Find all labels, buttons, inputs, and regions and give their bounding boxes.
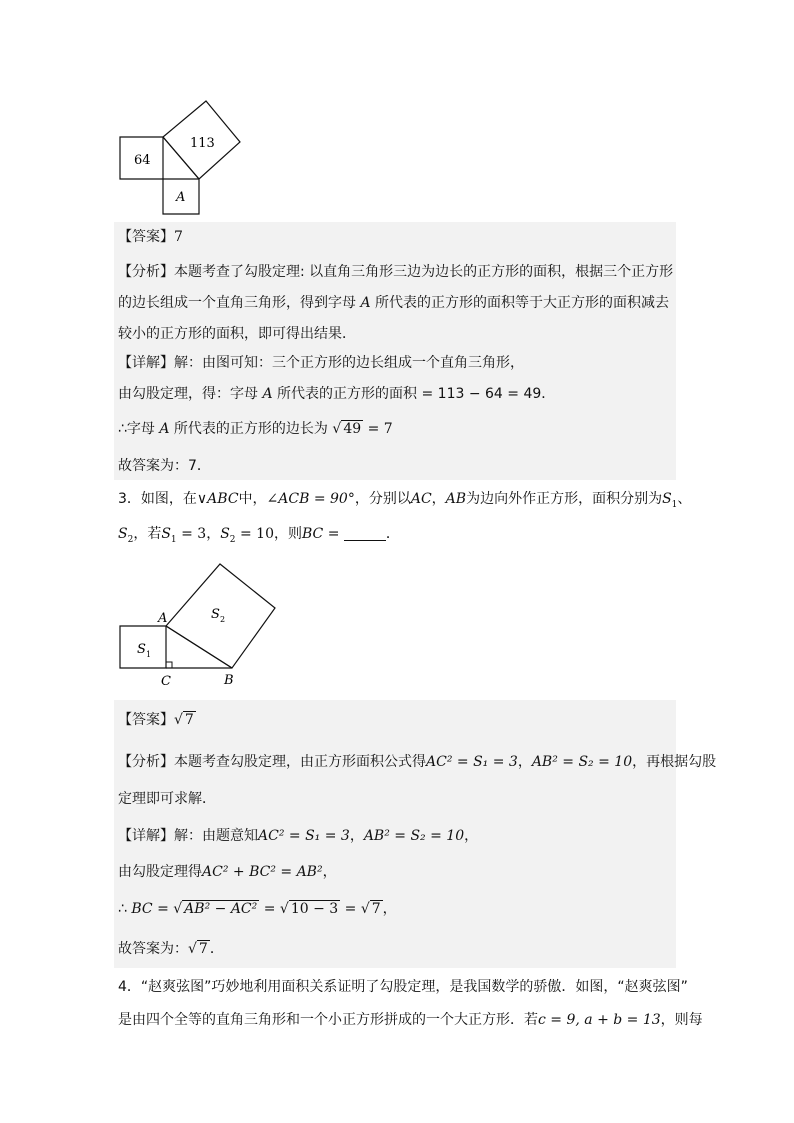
detail2-line-3: ∴ BC = √ AB² − AC² = √ 10 − 3 = √ 7 ， (118, 901, 397, 917)
analysis-line-2: 的边长组成一个直角三角形，得到字母 A 所代表的正方形的面积等于大正方形的面积减去 (118, 295, 670, 311)
final-answer-1: 故答案为：7． (118, 458, 211, 474)
solution-block-1 (114, 222, 676, 480)
detail-line-3: ∴字母 A 所代表的正方形的边长为 √ 49 = 7 (118, 421, 393, 437)
question-3-line-2: $S_2$，若$S_1 = 3$，$S_2 = 10$，则BC = ． (118, 526, 400, 545)
final-answer-2: 故答案为：√ 7 ． (118, 941, 224, 957)
label-a: A (176, 190, 186, 205)
label-64: 64 (134, 153, 151, 168)
figure-squares-1 (110, 95, 250, 220)
svg-text:1: 1 (146, 650, 152, 659)
question-4-line-2: 是由四个全等的直角三角形和一个小正方形拼成的一个大正方形．若c = 9, a + b = 13，则每 (118, 1012, 703, 1028)
detail2-line-2: 由勾股定理得AC² + BC² = AB²， (118, 864, 337, 880)
analysis-line-3: 较小的正方形的面积，即可得出结果． (118, 326, 356, 342)
analysis-line-1: 【分析】本题考查了勾股定理: 以直角三角形三边为边长的正方形的面积，根据三个正方形 (118, 264, 674, 280)
right-angle-mark (166, 662, 172, 668)
detail-line-2: 由勾股定理，得：字母 A 所代表的正方形的面积 = 113 − 64 = 49． (118, 386, 556, 402)
answer-blank (344, 528, 386, 541)
answer-line-1: 【答案】7 (118, 229, 183, 245)
label-S1: S (137, 642, 146, 657)
answer-line-2: 【答案】√ 7 (118, 712, 194, 728)
question-3-line-1: 3．如图，在∨ABC中，∠ACB = 90°，分别以AC，AB为边向外作正方形，面积分别为$S_1$、 (118, 491, 692, 510)
detail-line-1: 【详解】解：由图可知：三个正方形的边长组成一个直角三角形， (118, 355, 524, 371)
label-C: C (161, 674, 171, 689)
analysis2-line-2: 定理即可求解． (118, 791, 216, 807)
figure-squares-2 (110, 558, 285, 693)
detail2-line-1: 【详解】解：由题意知AC² = S₁ = 3，AB² = S₂ = 10， (118, 828, 479, 844)
analysis2-line-1: 【分析】本题考查勾股定理，由正方形面积公式得AC² = S₁ = 3，AB² = S₂ = 10，再根据勾股 (118, 754, 717, 770)
label-113: 113 (190, 136, 215, 151)
label-A: A (158, 611, 168, 626)
question-4-line-1: 4．“赵爽弦图”巧妙地利用面积关系证明了勾股定理，是我国数学的骄傲．如图，“赵爽弦图” (118, 979, 688, 995)
label-S2: S (211, 607, 220, 622)
svg-text:2: 2 (220, 615, 226, 624)
label-B: B (224, 673, 234, 688)
